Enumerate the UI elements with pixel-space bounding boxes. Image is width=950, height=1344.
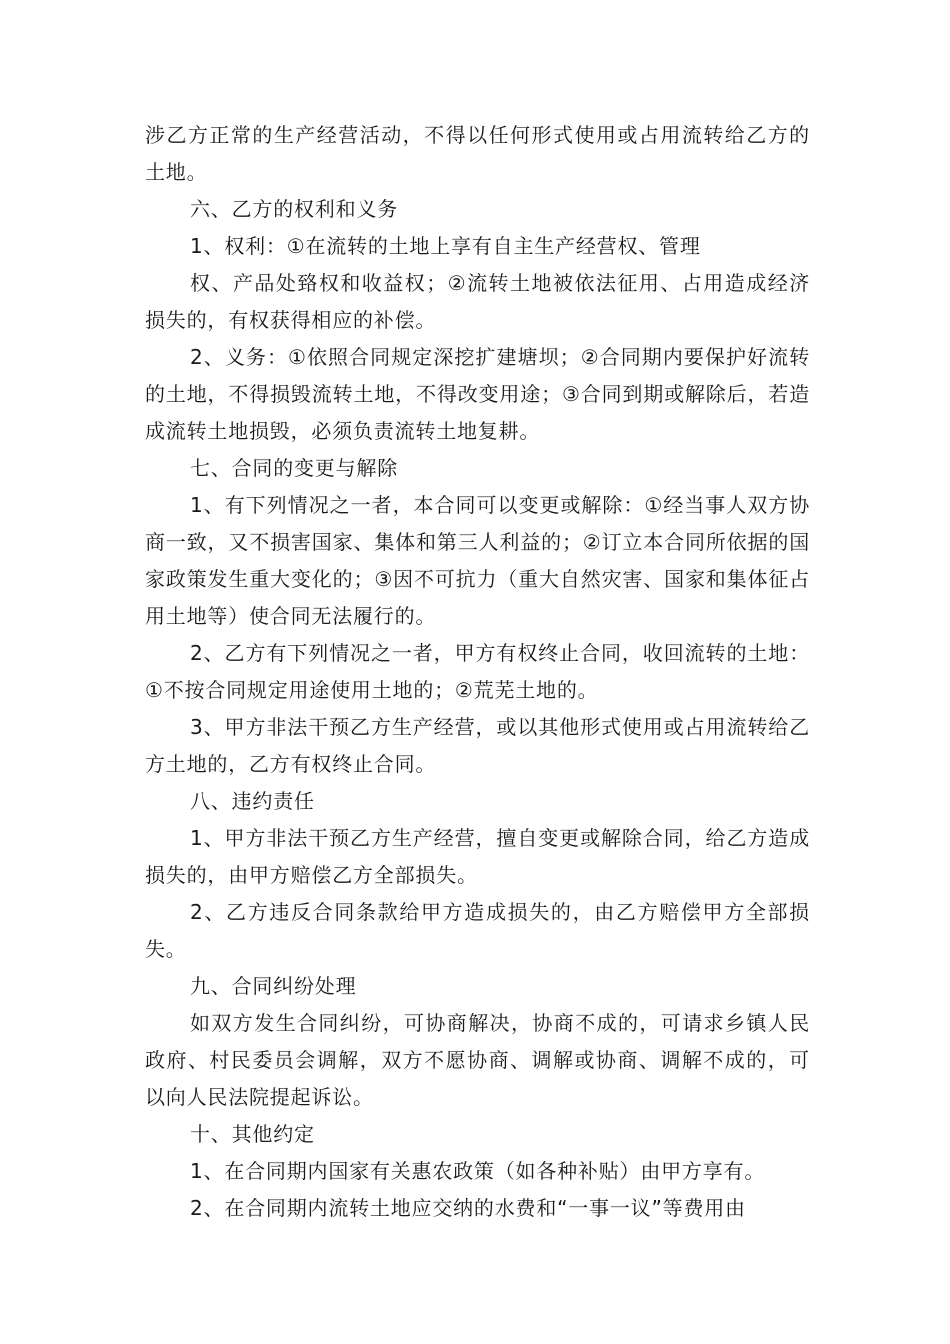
- paragraph-fees: 2、在合同期内流转土地应交纳的水费和“一事一议”等费用由: [190, 1196, 746, 1220]
- document-body: [145, 117, 810, 1227]
- paragraph-subsidies: 1、在合同期内国家有关惠农政策（如各种补贴）由甲方享有。: [190, 1159, 766, 1183]
- paragraph-termination-by-a: 2、乙方有下列情况之一者，甲方有权终止合同，收回流转的土地：①不按合同规定用途使用土地的；②荒芜土地的。: [145, 641, 810, 702]
- section-heading-six: 六、乙方的权利和义务: [190, 197, 398, 221]
- paragraph-change-conditions: 1、有下列情况之一者，本合同可以变更或解除：①经当事人双方协商一致，又不损害国家、集体和第三人利益的；②订立本合同所依据的国家政策发生重大变化的；③因不可抗力（重大自然灾害、国家和集体征占用土地等）使合同无法履行的。: [145, 493, 810, 628]
- paragraph-liability-b: 2、乙方违反合同条款给甲方造成损失的，由乙方赔偿甲方全部损失。: [145, 900, 810, 961]
- paragraph-continuation: 涉乙方正常的生产经营活动，不得以任何形式使用或占用流转给乙方的土地。: [145, 123, 810, 184]
- section-heading-seven: 七、合同的变更与解除: [190, 456, 398, 480]
- paragraph-dispute-resolution: 如双方发生合同纠纷，可协商解决，协商不成的，可请求乡镇人民政府、村民委员会调解，双方不愿协商、调解或协商、调解不成的，可以向人民法院提起诉讼。: [145, 1011, 810, 1109]
- section-heading-nine: 九、合同纠纷处理: [190, 974, 357, 998]
- section-heading-eight: 八、违约责任: [190, 789, 315, 813]
- section-heading-ten: 十、其他约定: [190, 1122, 315, 1146]
- paragraph-obligations: 2、义务：①依照合同规定深挖扩建塘坝；②合同期内要保护好流转的土地，不得损毁流转土地，不得改变用途；③合同到期或解除后，若造成流转土地损毁，必须负责流转土地复耕。: [145, 345, 810, 443]
- paragraph-liability-a: 1、甲方非法干预乙方生产经营，擅自变更或解除合同，给乙方造成损失的，由甲方赔偿乙方全部损失。: [145, 826, 810, 887]
- paragraph-rights: 1、权利：①在流转的土地上享有自主生产经营权、管理: [190, 234, 701, 258]
- paragraph-rights-continued: 权、产品处臵权和收益权；②流转土地被依法征用、占用造成经济损失的，有权获得相应的补偿。: [145, 271, 810, 332]
- paragraph-termination-by-b: 3、甲方非法干预乙方生产经营，或以其他形式使用或占用流转给乙方土地的，乙方有权终止合同。: [145, 715, 810, 776]
